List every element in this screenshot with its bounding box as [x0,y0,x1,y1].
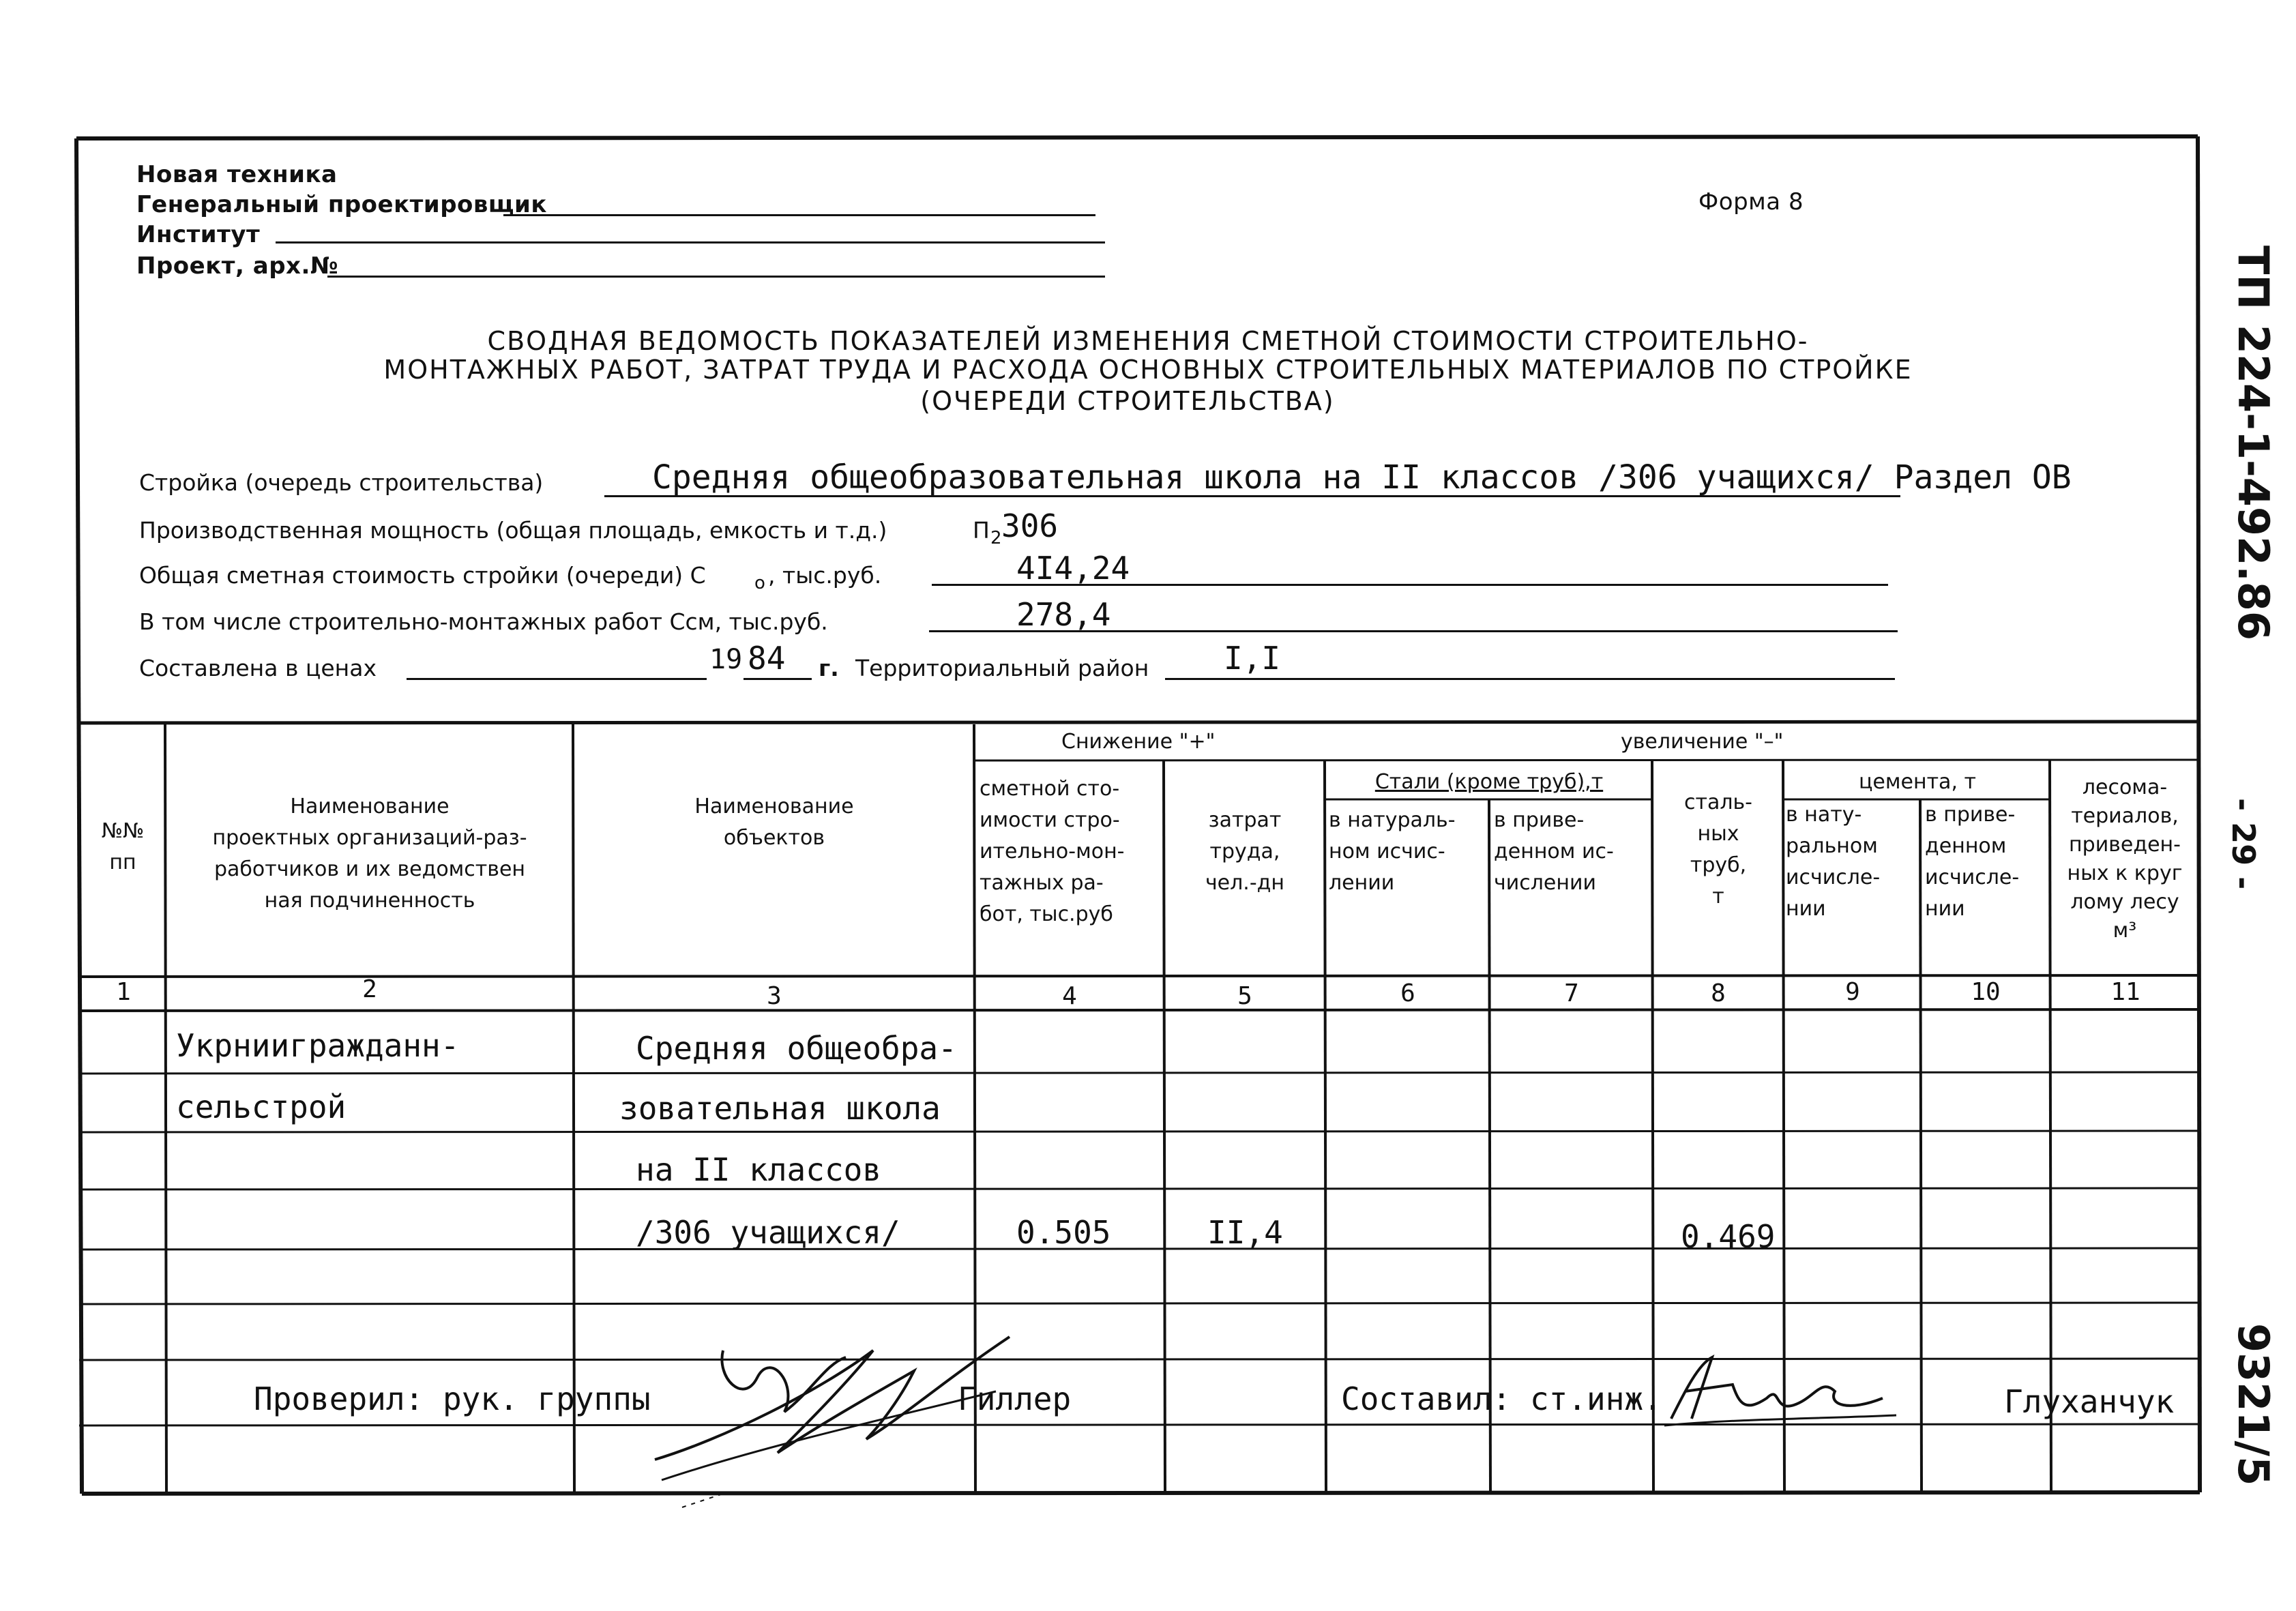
col11-header: лесома- териалов, приведен- ных к круг лому лесу м³ [2067,775,2183,943]
capacity-label: Производственная мощность (общая площадь, емкость и т.д.) [139,517,887,544]
total-label: Общая сметная стоимость стройки (очереди) С [139,562,706,589]
header-general-designer: Генеральный проектировщик [136,191,547,218]
col-number: 2 [362,975,377,1003]
signature-composer [1658,1350,1903,1439]
capacity-sub: 2 [990,528,1002,548]
total-value: 4I4,24 [1016,550,1130,587]
col-number: 4 [1062,982,1077,1010]
steel-group-header: Стали (кроме труб),т [1374,770,1604,794]
composed-name: Глуханчук [2004,1383,2175,1420]
object-line2: зовательная школа [619,1090,941,1127]
col9-header: в нату- ральном исчисле- нии [1786,803,1881,921]
object-line3: на II классов [636,1151,882,1188]
col1-header: №№ пп [101,819,145,874]
col2-header: Наименование проектных организаций-раз- работчиков и их ведомствен ная подчиненность [212,795,527,913]
sheet-number: 9321/5 [2228,1323,2278,1486]
smr-label: В том числе строительно-монтажных работ Ссм, тыс.руб. [139,608,828,635]
col-number: 1 [116,978,131,1006]
region-value: I,I [1224,640,1281,677]
col4-header: сметной сто- имости стро- ительно-мон- тажных ра- бот, тыс.руб [980,777,1125,926]
composed-label: Составил: ст.инж. [1341,1380,1662,1417]
form-number: Форма 8 [1698,188,1804,216]
capacity-value: 306 [1001,507,1059,544]
prices-label: Составлена в ценах [139,655,377,681]
total-suffix: , тыс.руб. [768,562,882,589]
checked-name: Гиллер [958,1380,1072,1417]
org-line1: Укрниигражданн- [176,1027,460,1064]
group-decrease: Снижение "+" [1061,730,1216,754]
year-suffix: г. [819,655,839,681]
total-sub: о [754,573,765,593]
region-label: Территориальный район [855,655,1149,681]
stroika-value: Средняя общеобразовательная школа на II классов /306 учащихся/ Раздел ОВ [652,458,2072,497]
header-project: Проект, арх.№ [136,252,339,280]
capacity-prefix: П [973,517,990,544]
col7-header: в приве- денном ис- числении [1494,808,1614,895]
col-number: 10 [1971,978,2001,1006]
col3-header: Наименование объектов [694,795,854,850]
doc-code: ТП 224-1-492.86 [2228,246,2278,641]
col-number: 5 [1237,982,1252,1010]
doc-title-line1: СВОДНАЯ ВЕДОМОСТЬ ПОКАЗАТЕЛЕЙ ИЗМЕНЕНИЯ СМЕТНОЙ СТОИМОСТИ СТРОИТЕЛЬНО- [487,326,1809,356]
col5-header: затрат труда, чел.-дн [1205,808,1285,895]
header-new-tech: Новая техника [136,161,338,188]
smr-value: 278,4 [1016,596,1111,633]
org-line2: сельстрой [176,1089,347,1125]
page-number: - 29 - [2225,798,2262,890]
checked-label: Проверил: рук. группы [254,1380,651,1417]
col-number: 6 [1400,979,1415,1007]
col-number: 8 [1711,979,1726,1007]
object-line1: Средняя общеобра- [636,1030,957,1067]
col8-header: сталь- ных труб, т [1683,790,1753,908]
doc-title-line2: МОНТАЖНЫХ РАБОТ, ЗАТРАТ ТРУДА И РАСХОДА ОСНОВНЫХ СТРОИТЕЛЬНЫХ МАТЕРИАЛОВ ПО СТРОЙКЕ [383,355,1913,385]
value-cost: 0.505 [1016,1214,1111,1251]
value-labor: II,4 [1207,1214,1283,1251]
year-prefix: 19 [709,644,743,675]
col-number: 3 [767,982,782,1010]
doc-title-line3: (ОЧЕРЕДИ СТРОИТЕЛЬСТВА) [920,386,1335,416]
col-number: 11 [2110,978,2140,1006]
year-value: 84 [748,640,786,677]
group-increase: увеличение "–" [1621,730,1784,754]
object-line4: /306 учащихся/ [636,1214,900,1251]
col10-header: в приве- денном исчисле- нии [1925,803,2020,921]
col-number: 7 [1564,979,1579,1007]
cement-group-header: цемента, т [1859,770,1976,794]
signature-checker [641,1323,1023,1514]
col6-header: в натураль- ном исчис- лении [1329,808,1456,895]
stroika-label: Стройка (очередь строительства) [139,469,544,496]
header-institute: Институт [136,221,261,248]
col-number: 9 [1845,978,1860,1006]
value-steel-pipes: 0.469 [1681,1218,1776,1255]
